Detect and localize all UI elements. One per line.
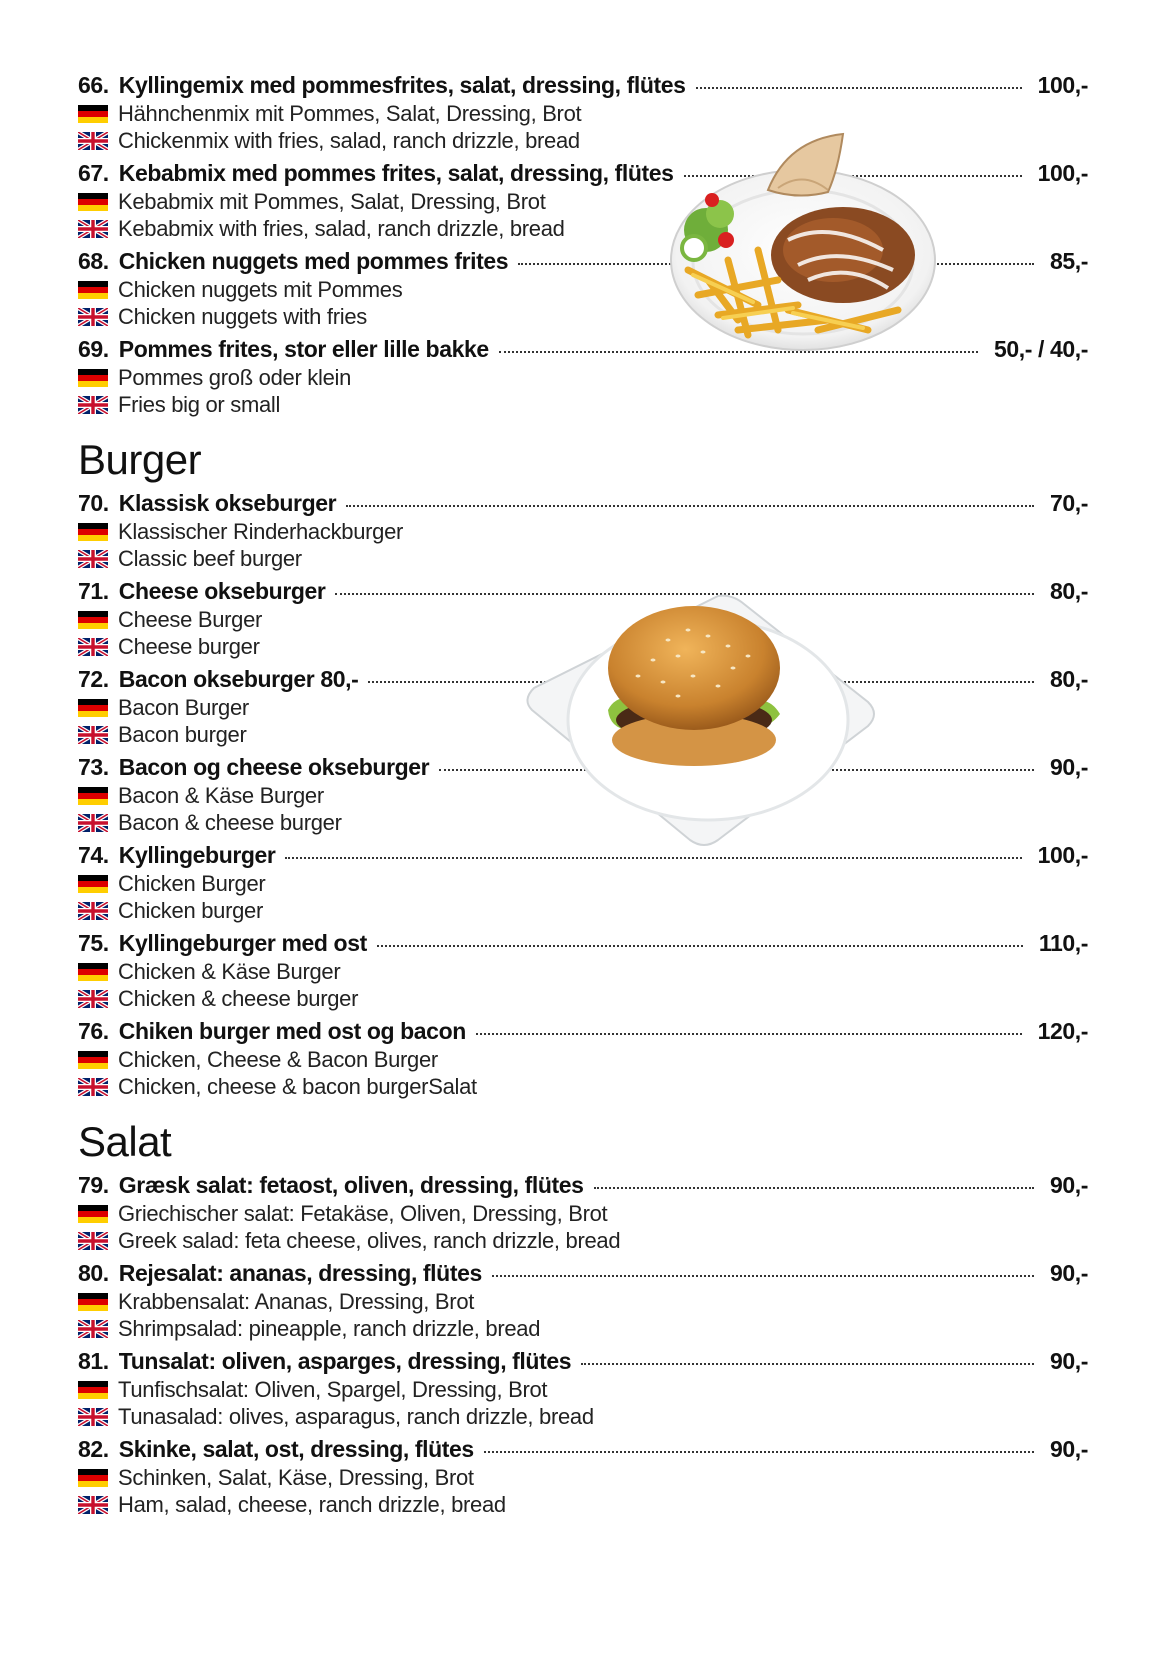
english-description — [78, 391, 1088, 418]
german-text: Chicken Burger — [118, 870, 266, 896]
german-flag-icon — [78, 787, 108, 805]
dot-leader — [696, 86, 1022, 89]
item-price: 90,- — [1049, 754, 1088, 780]
german-flag-icon — [78, 1469, 108, 1487]
kebab-mix-photo — [668, 130, 942, 354]
menu-item — [78, 842, 1088, 924]
dot-leader — [346, 504, 1034, 507]
item-price: 80,- — [1049, 666, 1088, 692]
item-header — [78, 490, 1088, 518]
item-price: 100,- — [1037, 72, 1088, 98]
item-price: 70,- — [1049, 490, 1088, 516]
english-text: Chickenmix with fries, salad, ranch drizzle, bread — [118, 127, 580, 153]
item-name: Kyllingeburger — [118, 842, 276, 868]
english-description — [78, 985, 1088, 1012]
uk-flag-icon — [78, 1078, 108, 1096]
item-number: 69. — [78, 336, 109, 362]
german-flag-icon — [78, 193, 108, 211]
english-text: Cheese burger — [118, 633, 260, 659]
german-description — [78, 870, 1088, 897]
item-price: 90,- — [1049, 1260, 1088, 1286]
item-name: Græsk salat: fetaost, oliven, dressing, flütes — [118, 1172, 584, 1198]
item-number: 70. — [78, 490, 109, 516]
item-price: 50,- / 40,- — [993, 336, 1088, 362]
english-description — [78, 1315, 1088, 1342]
german-description — [78, 1046, 1088, 1073]
english-description — [78, 1491, 1088, 1518]
item-header — [78, 1018, 1088, 1046]
german-text: Krabbensalat: Ananas, Dressing, Brot — [118, 1288, 475, 1314]
item-number: 67. — [78, 160, 109, 186]
english-text: Chicken burger — [118, 897, 263, 923]
english-text: Kebabmix with fries, salad, ranch drizzle, bread — [118, 215, 565, 241]
section-title: Burger — [78, 436, 202, 483]
item-header — [78, 1172, 1088, 1200]
english-text: Tunasalad: olives, asparagus, ranch drizzle, bread — [118, 1403, 594, 1429]
item-name: Skinke, salat, ost, dressing, flütes — [118, 1436, 474, 1462]
english-text: Chicken nuggets with fries — [118, 303, 367, 329]
item-price: 80,- — [1049, 578, 1088, 604]
uk-flag-icon — [78, 1320, 108, 1338]
german-flag-icon — [78, 875, 108, 893]
menu-item — [78, 930, 1088, 1012]
item-header — [78, 1436, 1088, 1464]
uk-flag-icon — [78, 550, 108, 568]
item-name: Kyllingeburger med ost — [118, 930, 367, 956]
uk-flag-icon — [78, 902, 108, 920]
english-text: Ham, salad, cheese, ranch drizzle, bread — [118, 1491, 506, 1517]
english-text: Chicken, cheese & bacon burgerSalat — [118, 1073, 477, 1099]
english-text: Fries big or small — [118, 391, 281, 417]
dot-leader — [581, 1362, 1034, 1365]
burger-photo — [518, 590, 884, 854]
item-price: 90,- — [1049, 1436, 1088, 1462]
german-flag-icon — [78, 963, 108, 981]
german-flag-icon — [78, 1051, 108, 1069]
item-name: Kyllingemix med pommesfrites, salat, dressing, flütes — [118, 72, 686, 98]
item-name: Pommes frites, stor eller lille bakke — [118, 336, 489, 362]
german-flag-icon — [78, 699, 108, 717]
item-number: 74. — [78, 842, 109, 868]
english-description — [78, 1403, 1088, 1430]
dot-leader — [594, 1186, 1034, 1189]
item-name: Klassisk okseburger — [118, 490, 337, 516]
english-description — [78, 545, 1088, 572]
german-flag-icon — [78, 523, 108, 541]
menu-item — [78, 1260, 1088, 1342]
german-text: Bacon & Käse Burger — [118, 782, 324, 808]
menu-item — [78, 490, 1088, 572]
english-text: Shrimpsalad: pineapple, ranch drizzle, bread — [118, 1315, 541, 1341]
item-header — [78, 72, 1088, 100]
german-description — [78, 1464, 1088, 1491]
item-number: 82. — [78, 1436, 109, 1462]
item-number: 80. — [78, 1260, 109, 1286]
section-title: Salat — [78, 1118, 172, 1165]
item-header — [78, 1348, 1088, 1376]
english-text: Chicken & cheese burger — [118, 985, 359, 1011]
german-description — [78, 958, 1088, 985]
german-text: Schinken, Salat, Käse, Dressing, Brot — [118, 1464, 474, 1490]
dot-leader — [492, 1274, 1034, 1277]
item-price: 120,- — [1037, 1018, 1088, 1044]
dot-leader — [285, 856, 1021, 859]
item-price: 100,- — [1037, 842, 1088, 868]
menu-item — [78, 1348, 1088, 1430]
german-flag-icon — [78, 281, 108, 299]
dot-leader — [377, 944, 1023, 947]
item-price: 90,- — [1049, 1348, 1088, 1374]
uk-flag-icon — [78, 308, 108, 326]
german-description — [78, 100, 1088, 127]
english-description — [78, 1073, 1088, 1100]
item-number: 75. — [78, 930, 109, 956]
item-number: 72. — [78, 666, 109, 692]
german-text: Tunfischsalat: Oliven, Spargel, Dressing, Brot — [118, 1376, 548, 1402]
german-flag-icon — [78, 1293, 108, 1311]
german-text: Pommes groß oder klein — [118, 364, 352, 390]
uk-flag-icon — [78, 726, 108, 744]
menu-item — [78, 1172, 1088, 1254]
item-price: 110,- — [1038, 930, 1088, 956]
german-flag-icon — [78, 369, 108, 387]
item-name: Tunsalat: oliven, asparges, dressing, flütes — [118, 1348, 572, 1374]
item-number: 79. — [78, 1172, 109, 1198]
dot-leader — [484, 1450, 1034, 1453]
german-flag-icon — [78, 1381, 108, 1399]
menu-item — [78, 1018, 1088, 1100]
english-text: Classic beef burger — [118, 545, 302, 571]
item-name: Chiken burger med ost og bacon — [118, 1018, 466, 1044]
german-text: Cheese Burger — [118, 606, 263, 632]
german-text: Chicken nuggets mit Pommes — [118, 276, 403, 302]
english-description — [78, 897, 1088, 924]
german-description — [78, 1200, 1088, 1227]
uk-flag-icon — [78, 1408, 108, 1426]
item-header — [78, 1260, 1088, 1288]
item-number: 73. — [78, 754, 109, 780]
german-text: Griechischer salat: Fetakäse, Oliven, Dressing, Brot — [118, 1200, 608, 1226]
german-text: Chicken & Käse Burger — [118, 958, 341, 984]
english-text: Greek salad: feta cheese, olives, ranch drizzle, bread — [118, 1227, 621, 1253]
item-number: 76. — [78, 1018, 109, 1044]
german-text: Kebabmix mit Pommes, Salat, Dressing, Brot — [118, 188, 546, 214]
uk-flag-icon — [78, 814, 108, 832]
english-text: Bacon & cheese burger — [118, 809, 342, 835]
german-text: Chicken, Cheese & Bacon Burger — [118, 1046, 438, 1072]
uk-flag-icon — [78, 132, 108, 150]
german-description — [78, 518, 1088, 545]
item-name: Bacon og cheese okseburger — [118, 754, 430, 780]
item-price: 100,- — [1037, 160, 1088, 186]
german-description — [78, 364, 1088, 391]
uk-flag-icon — [78, 1496, 108, 1514]
english-text: Bacon burger — [118, 721, 247, 747]
item-number: 68. — [78, 248, 109, 274]
english-description — [78, 1227, 1088, 1254]
german-text: Klassischer Rinderhackburger — [118, 518, 404, 544]
item-number: 71. — [78, 578, 109, 604]
uk-flag-icon — [78, 990, 108, 1008]
uk-flag-icon — [78, 1232, 108, 1250]
german-flag-icon — [78, 1205, 108, 1223]
item-name: Bacon okseburger 80,- — [118, 666, 359, 692]
item-name: Rejesalat: ananas, dressing, flütes — [118, 1260, 482, 1286]
german-flag-icon — [78, 611, 108, 629]
item-number: 66. — [78, 72, 109, 98]
german-description — [78, 1288, 1088, 1315]
german-description — [78, 1376, 1088, 1403]
item-name: Kebabmix med pommes frites, salat, dressing, flütes — [118, 160, 674, 186]
german-text: Bacon Burger — [118, 694, 249, 720]
item-price: 90,- — [1049, 1172, 1088, 1198]
item-price: 85,- — [1049, 248, 1088, 274]
uk-flag-icon — [78, 396, 108, 414]
german-flag-icon — [78, 105, 108, 123]
item-name: Cheese okseburger — [118, 578, 326, 604]
dot-leader — [476, 1032, 1022, 1035]
uk-flag-icon — [78, 220, 108, 238]
uk-flag-icon — [78, 638, 108, 656]
german-text: Hähnchenmix mit Pommes, Salat, Dressing, Brot — [118, 100, 582, 126]
item-name: Chicken nuggets med pommes frites — [118, 248, 509, 274]
item-header — [78, 930, 1088, 958]
menu-item — [78, 1436, 1088, 1518]
item-number: 81. — [78, 1348, 109, 1374]
